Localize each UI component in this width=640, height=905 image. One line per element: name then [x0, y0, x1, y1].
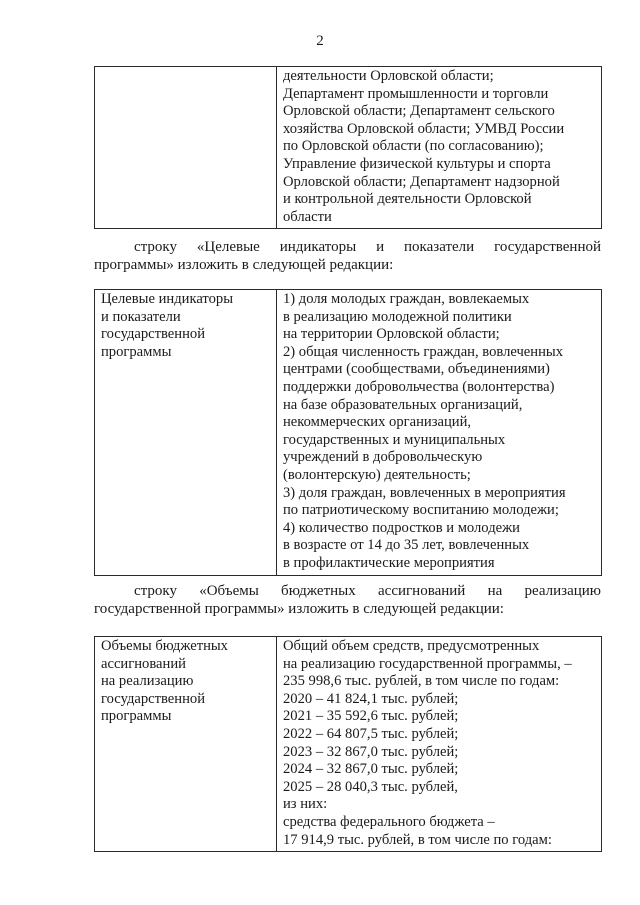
- table-cell-value: [277, 290, 602, 576]
- text-line: деятельности Орловской области;: [283, 68, 494, 84]
- text-line: ассигнований: [101, 655, 186, 672]
- text-line: в возрасте от 14 до 35 лет, вовлеченных: [283, 537, 530, 554]
- table-row: [95, 67, 602, 229]
- budget-table: [94, 636, 602, 852]
- text-line: 1) доля молодых граждан, вовлекаемых: [283, 291, 530, 307]
- text-line: по патриотическому воспитанию молодежи;: [283, 502, 559, 519]
- text-line: 2024 – 32 867,0 тыс. рублей;: [283, 761, 459, 778]
- text-line: Департамент промышленности и торговли: [283, 85, 549, 102]
- text-line: в профилактические мероприятия: [283, 554, 495, 571]
- page-number: 2: [316, 33, 324, 49]
- text-line: Целевые индикаторы: [101, 291, 234, 307]
- text-line: на территории Орловской области;: [283, 326, 500, 343]
- paragraph-line: строку «Целевые индикаторы и показатели государственной: [134, 239, 601, 255]
- text-line: на реализацию: [101, 673, 194, 690]
- text-line: центрами (сообществами, объединениями): [283, 361, 550, 378]
- text-line: 2022 – 64 807,5 тыс. рублей;: [283, 725, 459, 742]
- table-cell-label: [95, 290, 277, 576]
- text-line: поддержки добровольчества (волонтерства): [283, 378, 555, 395]
- text-line: по Орловской области (по согласованию);: [283, 138, 544, 155]
- instruction-paragraph-budget: [94, 582, 601, 618]
- text-line: учреждений в добровольческую: [283, 449, 483, 466]
- text-line: государственных и муниципальных: [283, 431, 506, 448]
- table-row: [95, 290, 602, 576]
- executors-table-continuation: [94, 66, 602, 229]
- text-line: средства федерального бюджета –: [283, 813, 495, 830]
- text-line: некоммерческих организаций,: [283, 414, 472, 431]
- text-line: 2025 – 28 040,3 тыс. рублей,: [283, 778, 458, 795]
- table-row: [95, 637, 602, 852]
- text-line: и контрольной деятельности Орловской: [283, 191, 532, 208]
- text-line: программы: [101, 343, 172, 360]
- paragraph-line: государственной программы» изложить в следующей редакции:: [94, 601, 504, 617]
- paragraph-line: программы» изложить в следующей редакции:: [94, 257, 394, 273]
- text-line: Объемы бюджетных: [101, 638, 228, 654]
- text-line: из них:: [283, 796, 328, 813]
- text-line: 2) общая численность граждан, вовлеченных: [283, 343, 564, 360]
- text-line: 235 998,6 тыс. рублей, в том числе по годам:: [283, 673, 560, 690]
- text-line: 3) доля граждан, вовлеченных в мероприятия: [283, 484, 566, 501]
- text-line: 4) количество подростков и молодежи: [283, 519, 520, 536]
- text-line: хозяйства Орловской области; УМВД России: [283, 120, 565, 137]
- text-line: государственной: [101, 326, 206, 343]
- instruction-paragraph-indicators: [94, 238, 601, 274]
- indicators-table: [94, 289, 602, 576]
- table-cell-value: [277, 67, 602, 229]
- text-line: (волонтерскую) деятельность;: [283, 466, 471, 483]
- text-line: Управление физической культуры и спорта: [283, 155, 551, 172]
- text-line: программы: [101, 708, 172, 725]
- text-line: государственной: [101, 690, 206, 707]
- text-line: Орловской области; Департамент надзорной: [283, 173, 560, 190]
- table-cell-label: [95, 67, 277, 229]
- text-line: области: [283, 208, 332, 225]
- text-line: в реализацию молодежной политики: [283, 308, 512, 325]
- text-line: Общий объем средств, предусмотренных: [283, 638, 540, 654]
- text-line: Орловской области; Департамент сельского: [283, 103, 555, 120]
- text-line: на реализацию государственной программы, –: [283, 655, 572, 672]
- table-cell-label: [95, 637, 277, 852]
- table-cell-value: [277, 637, 602, 852]
- text-line: 17 914,9 тыс. рублей, в том числе по годам:: [283, 831, 552, 848]
- paragraph-line: строку «Объемы бюджетных ассигнований на реализацию: [134, 583, 601, 599]
- text-line: 2021 – 35 592,6 тыс. рублей;: [283, 708, 459, 725]
- text-line: и показатели: [101, 308, 181, 325]
- text-line: 2020 – 41 824,1 тыс. рублей;: [283, 690, 459, 707]
- text-line: на базе образовательных организаций,: [283, 396, 523, 413]
- text-line: 2023 – 32 867,0 тыс. рублей;: [283, 743, 459, 760]
